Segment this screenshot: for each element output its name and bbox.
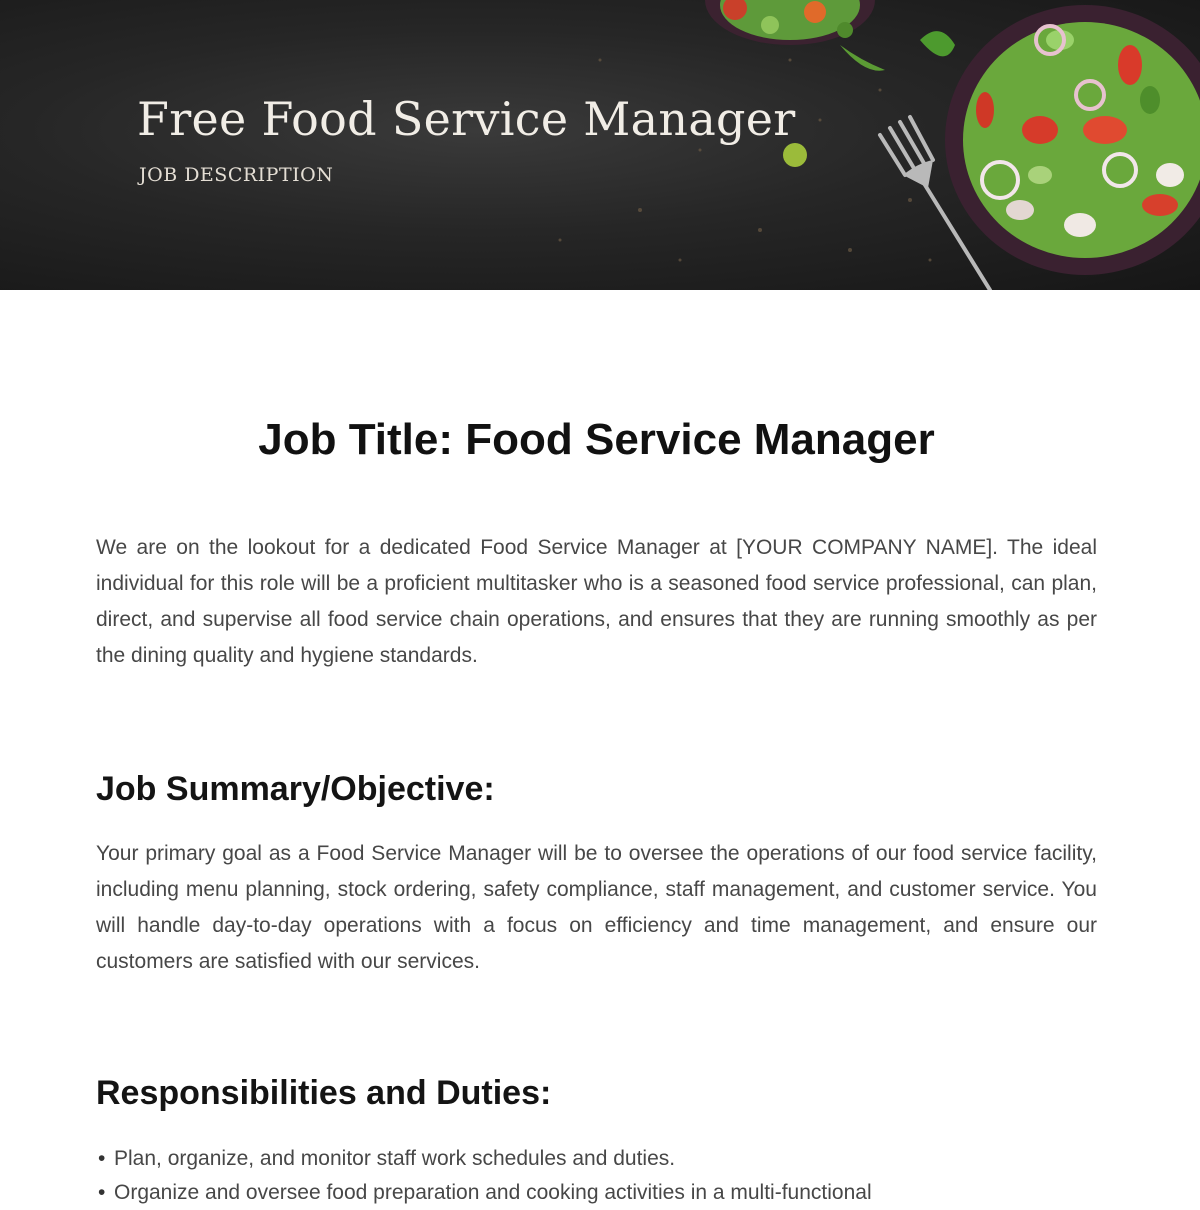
intro-paragraph: We are on the lookout for a dedicated Food Service Manager at [YOUR COMPANY NAME]. The ideal individual for this role will be a proficient multitasker who is a seasoned food service professional, can plan, direct, and supervise all food service chain operations, and ensures that they are running smoothly as per the dining quality and hygiene standards. [96, 536, 1097, 667]
banner-title: Free Food Service Manager [137, 92, 796, 146]
summary-paragraph: Your primary goal as a Food Service Manager will be to oversee the operations of our food service facility, including menu planning, stock ordering, safety compliance, staff management, and customer service. You will handle day-to-day operations with a focus on efficiency and time management, and ensure our customers are satisfied with our services. [96, 842, 1097, 973]
list-item: • Organize and oversee food preparation and cooking activities in a multi-functional [96, 1176, 1097, 1210]
list-item: • Plan, organize, and monitor staff work schedules and duties. [96, 1142, 1097, 1176]
header-banner [0, 0, 1200, 290]
responsibilities-heading: Responsibilities and Duties: [96, 1074, 552, 1112]
job-title: Job Title: Food Service Manager [258, 415, 935, 464]
banner-subtitle: JOB DESCRIPTION [139, 164, 334, 186]
summary-heading: Job Summary/Objective: [96, 770, 495, 808]
